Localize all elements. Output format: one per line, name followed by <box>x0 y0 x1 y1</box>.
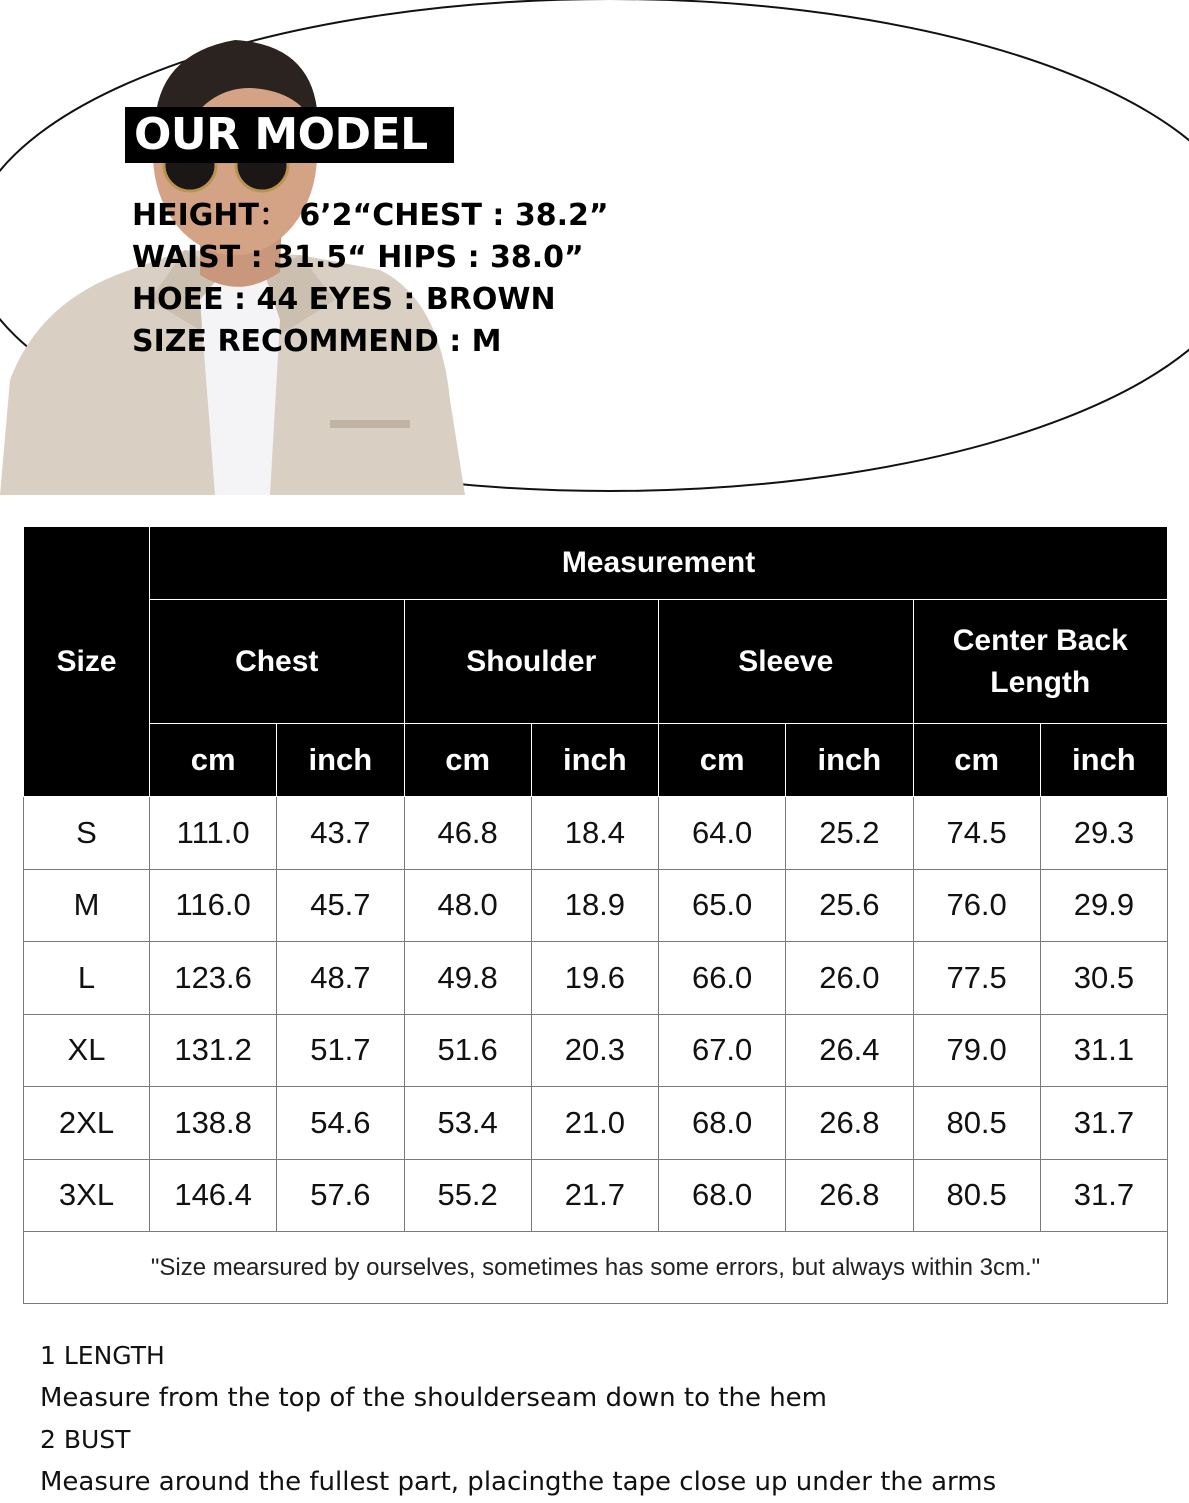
table-cell: 46.8 <box>404 797 531 870</box>
table-cell: 79.0 <box>913 1014 1040 1087</box>
table-cell: 51.7 <box>277 1014 404 1087</box>
model-panel <box>0 0 1189 500</box>
table-cell: 49.8 <box>404 942 531 1015</box>
table-cell: 131.2 <box>150 1014 277 1087</box>
size-cell: 3XL <box>24 1159 150 1232</box>
table-cell: 80.5 <box>913 1087 1040 1160</box>
table-cell: 74.5 <box>913 797 1040 870</box>
table-cell: 31.7 <box>1040 1087 1167 1160</box>
unit-header: cm <box>404 724 531 797</box>
size-chart-table <box>23 526 1168 1304</box>
unit-header: cm <box>659 724 786 797</box>
table-cell: 53.4 <box>404 1087 531 1160</box>
table-cell: 29.9 <box>1040 869 1167 942</box>
table-cell: 45.7 <box>277 869 404 942</box>
model-stat-size-recommend: SIZE RECOMMEND : M <box>132 324 502 359</box>
model-stat-height-chest: HEIGHT： 6’2“CHEST : 38.2” <box>132 198 609 233</box>
instruction-text-bust: Measure around the fullest part, placingthe tape close up under the arms <box>40 1467 997 1497</box>
table-cell: 48.0 <box>404 869 531 942</box>
table-cell: 29.3 <box>1040 797 1167 870</box>
table-cell: 31.1 <box>1040 1014 1167 1087</box>
shoulder-header: Shoulder <box>404 600 659 724</box>
table-cell: 21.7 <box>531 1159 658 1232</box>
size-cell: L <box>24 942 150 1015</box>
instruction-heading-length: 1 LENGTH <box>40 1341 165 1370</box>
unit-header: inch <box>1040 724 1167 797</box>
size-note: "Size mearsured by ourselves, sometimes has some errors, but always within 3cm." <box>24 1232 1168 1304</box>
table-cell: 111.0 <box>150 797 277 870</box>
unit-header: inch <box>786 724 913 797</box>
unit-header: inch <box>277 724 404 797</box>
model-stat-waist-hips: WAIST : 31.5“ HIPS : 38.0” <box>132 240 584 275</box>
size-cell: XL <box>24 1014 150 1087</box>
table-cell: 65.0 <box>659 869 786 942</box>
table-row <box>24 869 1168 942</box>
table-cell: 76.0 <box>913 869 1040 942</box>
unit-header: inch <box>531 724 658 797</box>
size-cell: S <box>24 797 150 870</box>
size-cell: M <box>24 869 150 942</box>
table-cell: 20.3 <box>531 1014 658 1087</box>
table-note-row <box>24 1232 1168 1304</box>
table-row <box>24 1087 1168 1160</box>
unit-header: cm <box>913 724 1040 797</box>
table-cell: 19.6 <box>531 942 658 1015</box>
measuring-instructions <box>40 1335 996 1503</box>
table-cell: 55.2 <box>404 1159 531 1232</box>
table-cell: 66.0 <box>659 942 786 1015</box>
table-row <box>24 797 1168 870</box>
table-cell: 67.0 <box>659 1014 786 1087</box>
size-column-header: Size <box>24 527 150 797</box>
unit-header: cm <box>150 724 277 797</box>
table-cell: 26.0 <box>786 942 913 1015</box>
model-stats <box>132 195 609 363</box>
table-row <box>24 942 1168 1015</box>
table-cell: 21.0 <box>531 1087 658 1160</box>
table-cell: 54.6 <box>277 1087 404 1160</box>
table-row <box>24 1014 1168 1087</box>
table-cell: 25.2 <box>786 797 913 870</box>
table-cell: 138.8 <box>150 1087 277 1160</box>
table-cell: 51.6 <box>404 1014 531 1087</box>
model-stat-hoee-eyes: HOEE : 44 EYES : BROWN <box>132 282 556 317</box>
table-cell: 18.9 <box>531 869 658 942</box>
table-cell: 64.0 <box>659 797 786 870</box>
table-cell: 68.0 <box>659 1159 786 1232</box>
instruction-heading-bust: 2 BUST <box>40 1425 131 1454</box>
table-cell: 26.8 <box>786 1159 913 1232</box>
table-cell: 26.4 <box>786 1014 913 1087</box>
measurement-header: Measurement <box>150 527 1168 600</box>
table-cell: 25.6 <box>786 869 913 942</box>
table-cell: 30.5 <box>1040 942 1167 1015</box>
size-cell: 2XL <box>24 1087 150 1160</box>
table-cell: 80.5 <box>913 1159 1040 1232</box>
sleeve-header: Sleeve <box>659 600 914 724</box>
table-cell: 68.0 <box>659 1087 786 1160</box>
table-row <box>24 1159 1168 1232</box>
size-rows <box>24 797 1168 1304</box>
table-cell: 77.5 <box>913 942 1040 1015</box>
instruction-text-length: Measure from the top of the shoulderseam down to the hem <box>40 1383 828 1413</box>
table-cell: 43.7 <box>277 797 404 870</box>
center-back-length-header: Center Back Length <box>913 600 1168 724</box>
table-cell: 146.4 <box>150 1159 277 1232</box>
table-cell: 116.0 <box>150 869 277 942</box>
table-cell: 26.8 <box>786 1087 913 1160</box>
chest-header: Chest <box>150 600 405 724</box>
table-cell: 18.4 <box>531 797 658 870</box>
table-cell: 57.6 <box>277 1159 404 1232</box>
table-cell: 123.6 <box>150 942 277 1015</box>
table-cell: 48.7 <box>277 942 404 1015</box>
table-cell: 31.7 <box>1040 1159 1167 1232</box>
model-title: OUR MODEL <box>125 107 454 163</box>
